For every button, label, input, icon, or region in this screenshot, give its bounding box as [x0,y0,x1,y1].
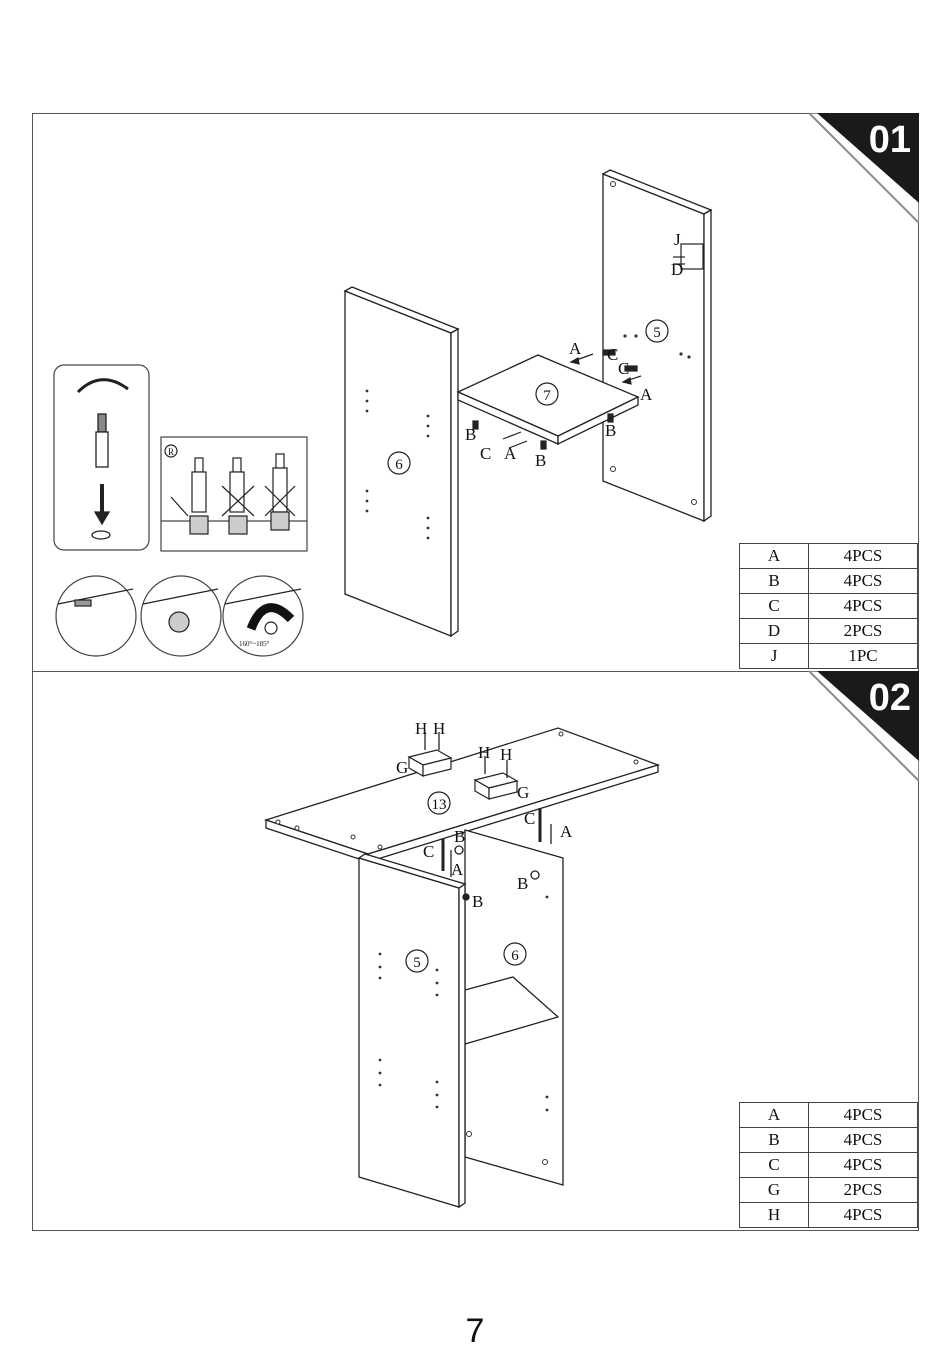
parts-row [740,1153,918,1178]
hardware-label: H [433,719,446,738]
hardware-label: C [423,842,435,861]
hardware-label: A [640,385,653,404]
shelf-7-number: 7 [543,388,551,404]
part-quantity: 4PCS [809,1153,918,1178]
parts-row [740,594,918,619]
hardware-label: A [560,822,573,841]
page-number: 7 [465,1312,485,1350]
step-1-section [32,113,919,672]
part-quantity: 2PCS [809,619,918,644]
part-quantity: 4PCS [809,544,918,569]
hardware-label: A [504,444,517,463]
part-letter: A [740,544,809,569]
hardware-label: B [454,827,466,846]
parts-row [740,1178,918,1203]
part-quantity: 4PCS [809,569,918,594]
parts-row [740,1203,918,1228]
hardware-label: G [396,758,409,777]
hardware-label: D [671,260,684,279]
hardware-label: H [415,719,428,738]
part-quantity: 2PCS [809,1178,918,1203]
step-number: 02 [868,677,911,719]
hardware-label: H [478,743,491,762]
part-letter: C [740,594,809,619]
part-quantity: 4PCS [809,1103,918,1128]
part-letter: D [740,619,809,644]
parts-row [740,619,918,644]
part-quantity: 4PCS [809,594,918,619]
part-letter: J [740,644,809,669]
part-letter: B [740,1128,809,1153]
step-number: 01 [868,119,911,161]
rotation-angle-label: 160°~185° [239,640,270,648]
hardware-label: A [451,860,464,879]
hardware-label: B [517,874,529,893]
step-1-parts-table [739,543,918,669]
panel-5-number: 5 [413,955,421,971]
part-letter: H [740,1203,809,1228]
parts-row [740,544,918,569]
part-letter: G [740,1178,809,1203]
step-2-section [32,671,919,1231]
part-letter: C [740,1153,809,1178]
part-letter: B [740,569,809,594]
hardware-label: G [517,783,530,802]
hardware-label: C [618,359,630,378]
parts-row [740,1128,918,1153]
part-quantity: 4PCS [809,1128,918,1153]
parts-row [740,569,918,594]
hardware-label: B [605,421,617,440]
hardware-label: J [674,230,681,249]
hardware-label: B [535,451,547,470]
hardware-label: R [168,447,175,457]
hardware-label: C [607,345,619,364]
panel-6-number: 6 [395,457,403,473]
hardware-label: C [480,444,492,463]
part-quantity: 1PC [809,644,918,669]
panel-5 [359,858,459,1207]
panel-5-number: 5 [653,325,661,341]
hardware-label: H [500,745,513,764]
parts-row [740,1103,918,1128]
part-letter: A [740,1103,809,1128]
hardware-label: C [524,809,536,828]
hardware-label: A [569,339,582,358]
hardware-label: B [472,892,484,911]
part-quantity: 4PCS [809,1203,918,1228]
panel-13-number: 13 [431,797,447,813]
hardware-label: B [465,425,477,444]
parts-row [740,644,918,669]
step-2-parts-table [739,1102,918,1228]
panel-6-number: 6 [511,948,519,964]
